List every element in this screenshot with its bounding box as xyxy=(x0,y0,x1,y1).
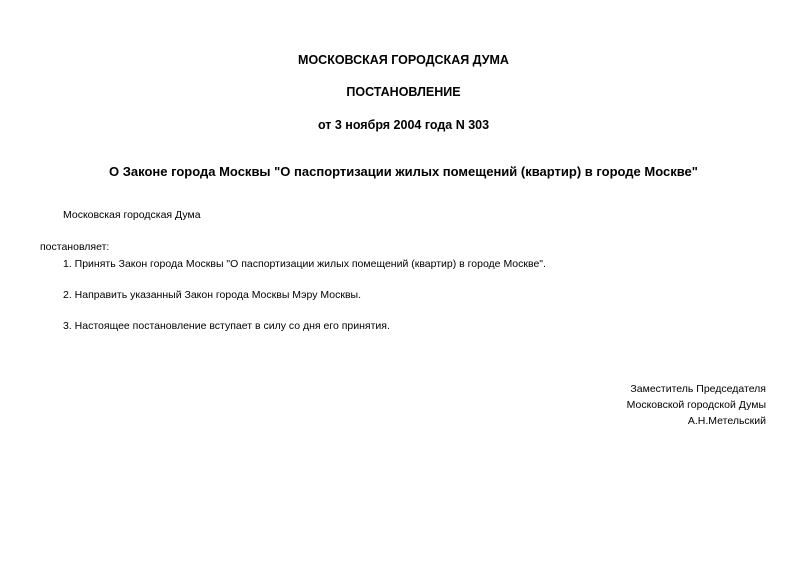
document-type: ПОСТАНОВЛЕНИЕ xyxy=(346,85,461,99)
document-date-number: от 3 ноября 2004 года N 303 xyxy=(317,118,490,132)
signature-position-line2: Московской городской Думы xyxy=(626,399,766,411)
organization-heading: МОСКОВСКАЯ ГОРОДСКАЯ ДУМА xyxy=(298,53,509,67)
signature-name: А.Н.Метельский xyxy=(687,415,766,427)
resolution-item-1: 1. Принять Закон города Москвы "О паспортизации жилых помещений (квартир) в городе Москве". xyxy=(63,258,546,270)
resolution-item-2: 2. Направить указанный Закон города Москвы Мэру Москвы. xyxy=(63,289,361,301)
resolves-line: постановляет: xyxy=(40,241,110,253)
resolution-item-3: 3. Настоящее постановление вступает в силу со дня его принятия. xyxy=(63,320,390,332)
issuer-line: Московская городская Дума xyxy=(63,209,201,221)
signature-position-line1: Заместитель Председателя xyxy=(630,383,766,395)
document-title: О Законе города Москвы "О паспортизации жилых помещений (квартир) в городе Москве" xyxy=(109,164,698,179)
signature-block xyxy=(627,381,766,429)
